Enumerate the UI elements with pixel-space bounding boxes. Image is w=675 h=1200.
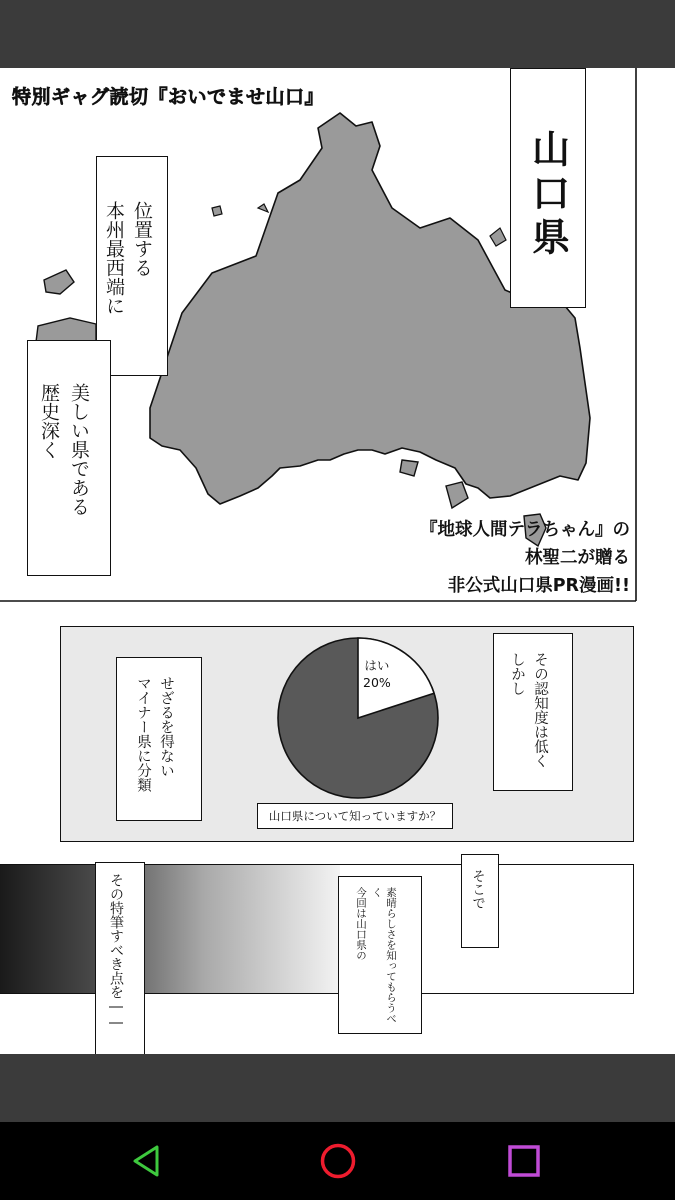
bottom-bar [0, 1054, 675, 1122]
promo-line: 『地球人間テラちゃん』の [420, 520, 630, 540]
prefecture-name-box [510, 68, 586, 308]
caption-line: そこで [469, 869, 485, 910]
survey-panel [60, 626, 634, 842]
caption-low-awareness [493, 633, 573, 791]
caption-line: その特筆すべき点を―― [108, 873, 124, 1031]
promo-line: 林聖二が贈る [525, 548, 630, 568]
caption-line: 素晴らしさを知ってもらうべく [371, 887, 397, 1024]
prefecture-name: 山口県 [525, 129, 570, 261]
caption-line: しかし [509, 652, 525, 696]
home-button[interactable] [278, 1122, 398, 1200]
pie-yes-label [363, 657, 391, 691]
manga-title: 特別ギャグ読切『おいでませ山口』 [12, 86, 325, 108]
pie-yes-text: はい [364, 658, 390, 673]
caption-notable-points [95, 862, 145, 1054]
recents-button[interactable] [464, 1122, 584, 1200]
top-bar [0, 0, 675, 68]
caption-so [461, 854, 499, 948]
navigation-bar [0, 1122, 675, 1200]
back-triangle-icon [131, 1144, 161, 1178]
caption-line: 今回は山口県の [355, 887, 367, 961]
caption-line: 歴史深く [38, 383, 60, 459]
caption-line: その認知度は低く [532, 652, 548, 768]
caption-line: 位置する [131, 201, 153, 277]
caption-line: 美しい県である [68, 383, 90, 516]
caption-this-time [338, 876, 422, 1034]
home-circle-icon [319, 1142, 357, 1180]
gradient-background [0, 865, 340, 993]
recents-square-icon [506, 1143, 542, 1179]
manga-page [0, 68, 675, 1054]
caption-line: マイナー県に分類 [135, 676, 151, 792]
survey-question: 山口県について知っていますか？ [257, 803, 453, 829]
awareness-pie-chart [277, 637, 439, 799]
pie-yes-percent: 20% [363, 675, 391, 690]
caption-history [27, 340, 111, 576]
caption-line: 本州最西端に [103, 201, 125, 315]
back-button[interactable] [86, 1122, 206, 1200]
caption-line: せざるを得ない [158, 676, 174, 778]
promo-text [370, 516, 630, 600]
caption-minor-prefecture [116, 657, 202, 821]
promo-line: 非公式山口県PR漫画!! [447, 576, 630, 596]
